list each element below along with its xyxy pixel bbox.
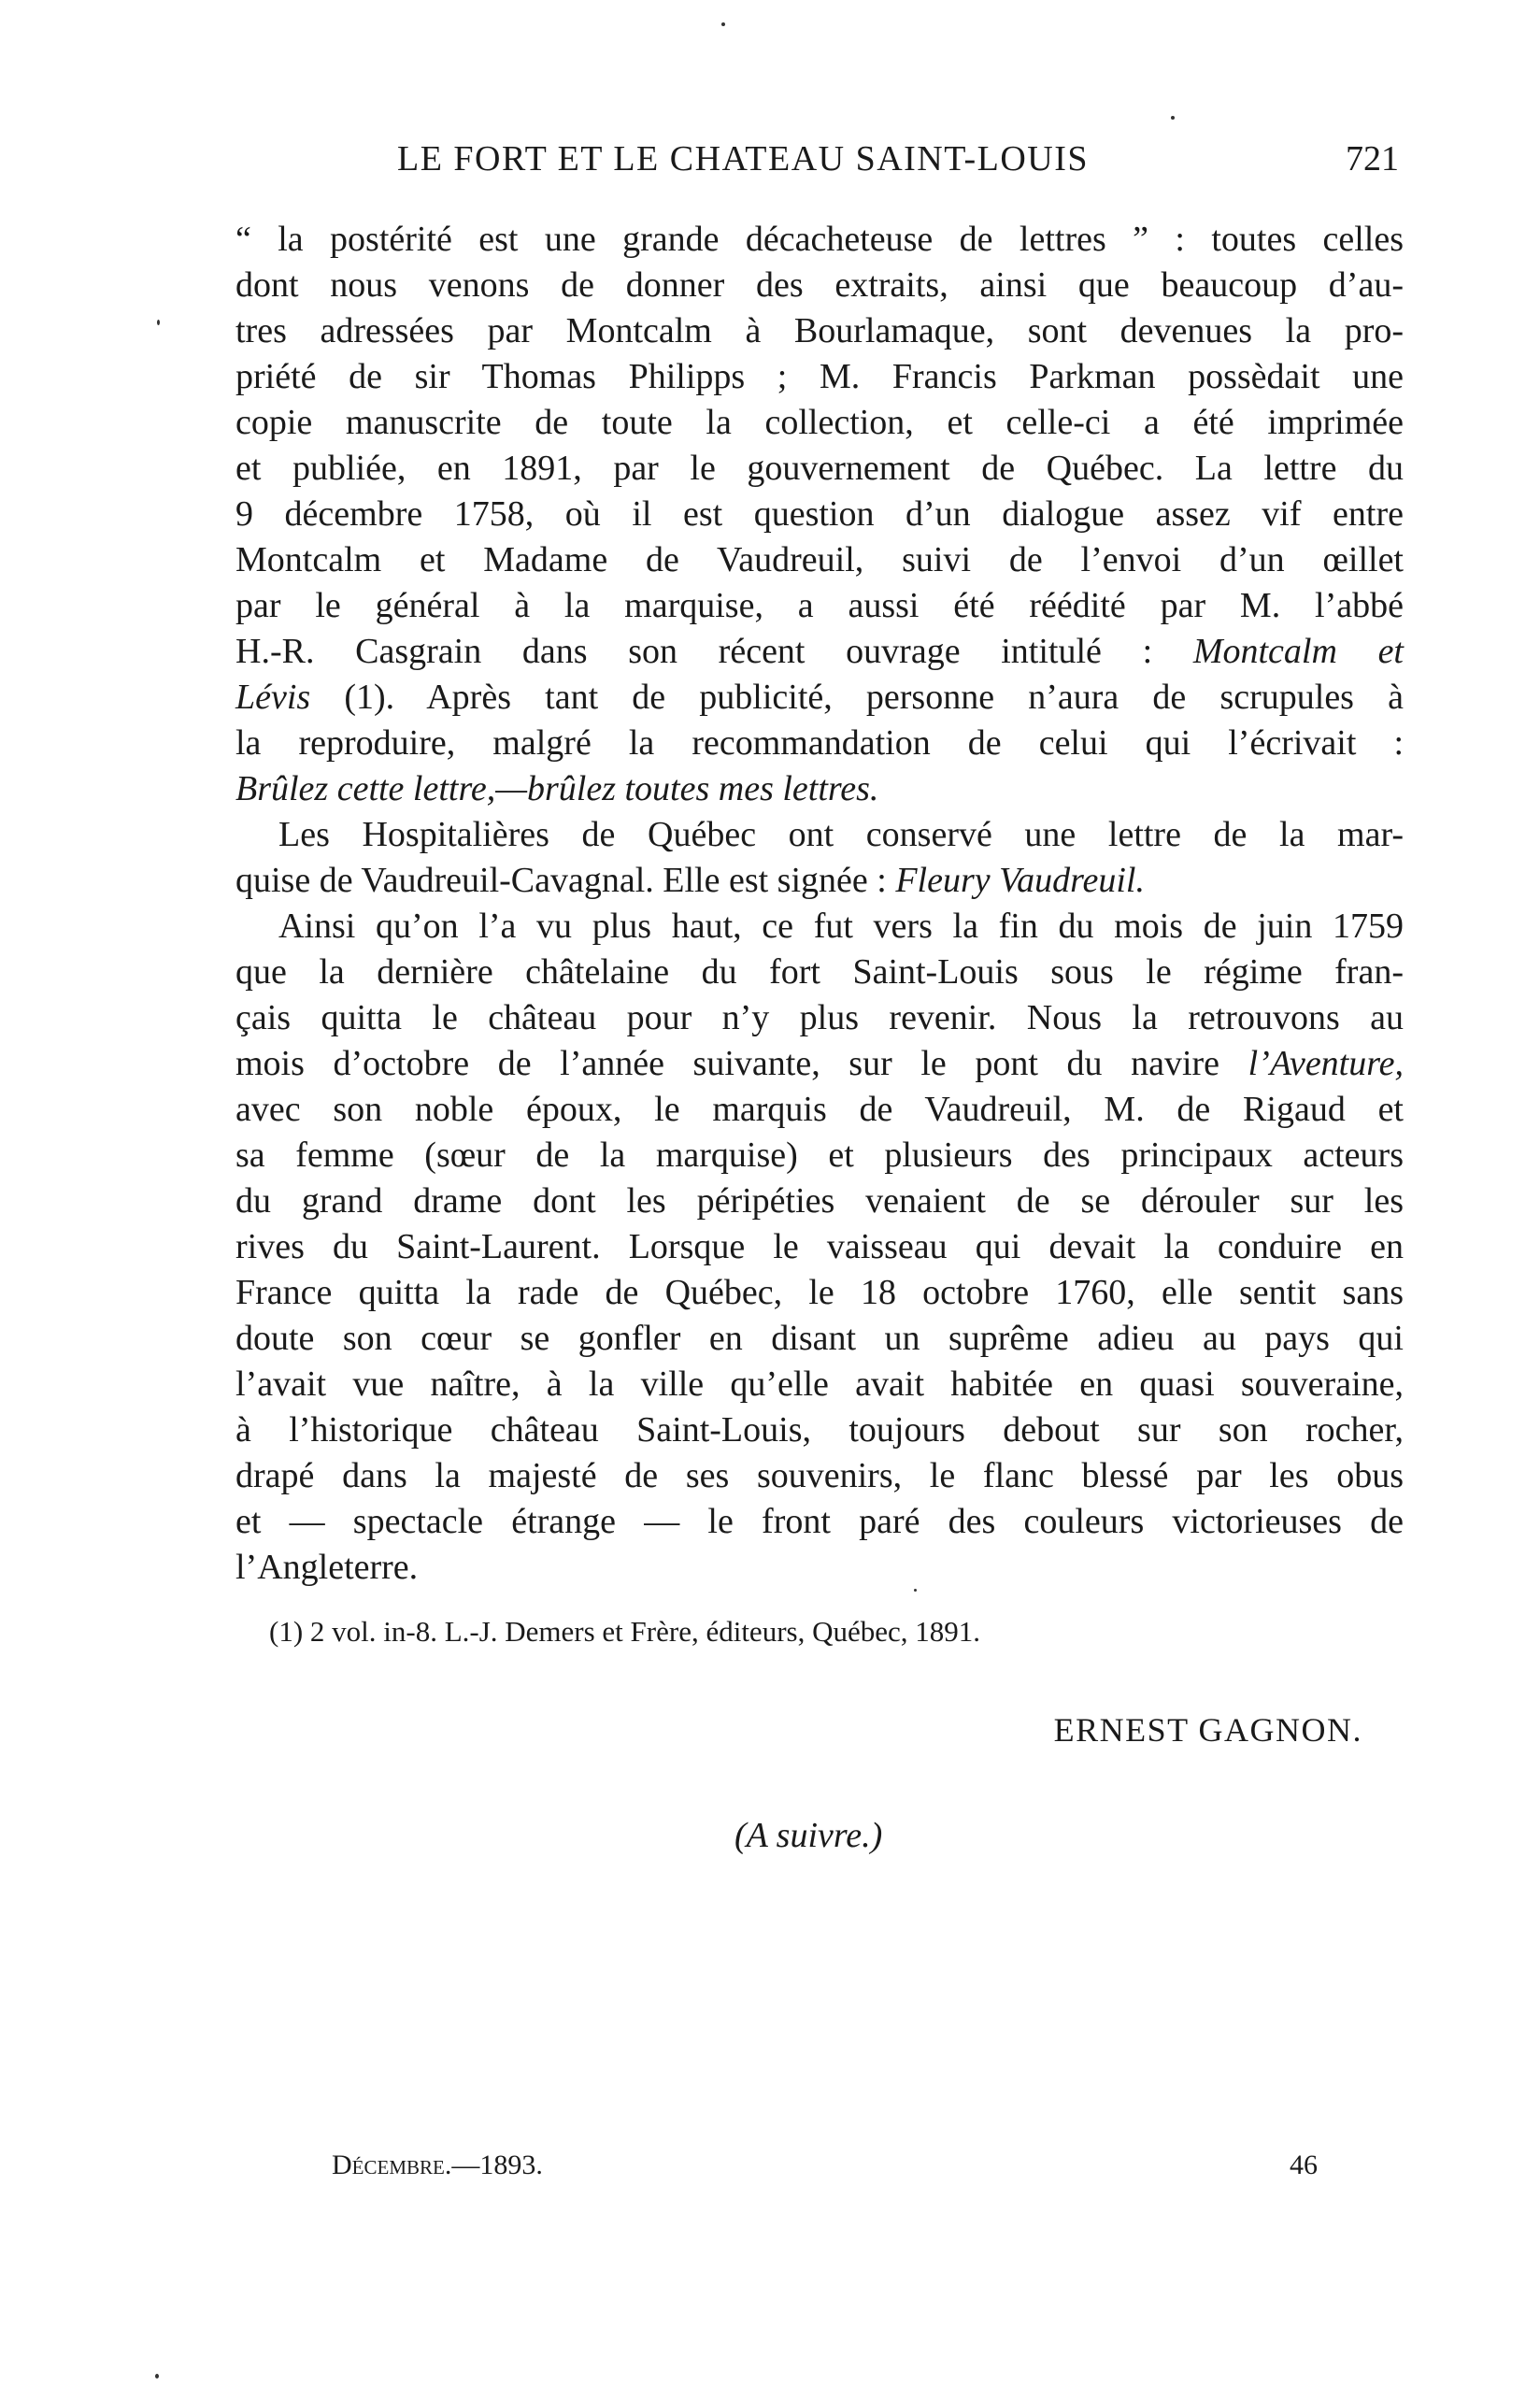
text-line: et publiée, en 1891, par le gouvernement de Québec. La lettre du xyxy=(235,449,1404,488)
text-line: dont nous venons de donner des extraits, ainsi que beaucoup d’au- xyxy=(235,265,1404,305)
text-line: Les Hospitalières de Québec ont conservé une lettre de la mar- xyxy=(278,815,1404,854)
text-line: avec son noble époux, le marquis de Vaudreuil, M. de Rigaud et xyxy=(235,1090,1404,1129)
text-line: rives du Saint-Laurent. Lorsque le vaisseau qui devait la conduire en xyxy=(235,1227,1404,1266)
footnote: (1) 2 vol. in-8. L.-J. Demers et Frère, éditeurs, Québec, 1891. xyxy=(269,1615,980,1648)
continued-note: (A suivre.) xyxy=(734,1816,883,1855)
text-line: çais quitta le château pour n’y plus revenir. Nous la retrouvons au xyxy=(235,998,1404,1037)
text-line: Lévis (1). Après tant de publicité, personne n’aura de scrupules à xyxy=(235,678,1404,717)
text-line: copie manuscrite de toute la collection, et celle-ci a été imprimée xyxy=(235,403,1404,442)
scan-speck xyxy=(155,2374,159,2379)
text-line: drapé dans la majesté de ses souvenirs, le flanc blessé par les obus xyxy=(235,1456,1404,1495)
scan-speck xyxy=(914,1589,917,1592)
author-signature: ERNEST GAGNON. xyxy=(1053,1711,1362,1749)
text-line: Montcalm et Madame de Vaudreuil, suivi de l’envoi d’un œillet xyxy=(235,540,1404,579)
page-header xyxy=(397,138,1399,185)
issue-date: Décembre.—1893. xyxy=(332,2150,543,2180)
running-title: LE FORT ET LE CHATEAU SAINT-LOUIS xyxy=(397,139,1090,179)
text-line: Brûlez cette lettre,—brûlez toutes mes lettres. xyxy=(235,769,879,808)
text-line: que la dernière châtelaine du fort Saint-Louis sous le régime fran- xyxy=(235,952,1404,992)
text-line: du grand drame dont les péripéties venaient de se dérouler sur les xyxy=(235,1181,1404,1221)
text-line: “ la postérité est une grande décacheteuse de lettres ” : toutes celles xyxy=(235,220,1404,259)
text-line: France quitta la rade de Québec, le 18 octobre 1760, elle sentit sans xyxy=(235,1273,1404,1312)
text-line: H.-R. Casgrain dans son récent ouvrage intitulé : Montcalm et xyxy=(235,632,1404,671)
scan-speck xyxy=(157,320,160,325)
scan-speck xyxy=(1171,116,1175,120)
page-number: 721 xyxy=(1346,139,1399,179)
text-line: l’Angleterre. xyxy=(235,1548,419,1587)
text-line: tres adressées par Montcalm à Bourlamaque, sont devenues la pro- xyxy=(235,311,1404,350)
text-line: à l’historique château Saint-Louis, toujours debout sur son rocher, xyxy=(235,1410,1404,1450)
text-line: et — spectacle étrange — le front paré des couleurs victorieuses de xyxy=(235,1502,1404,1541)
text-line: 9 décembre 1758, où il est question d’un dialogue assez vif entre xyxy=(235,494,1404,534)
text-line: mois d’octobre de l’année suivante, sur le pont du navire l’Aventure, xyxy=(235,1044,1404,1083)
scan-speck xyxy=(721,22,725,26)
text-line: la reproduire, malgré la recommandation de celui qui l’écrivait : xyxy=(235,723,1404,763)
sheet-number: 46 xyxy=(1290,2150,1318,2180)
text-line: quise de Vaudreuil-Cavagnal. Elle est signée : Fleury Vaudreuil. xyxy=(235,861,1145,900)
text-line: Ainsi qu’on l’a vu plus haut, ce fut vers la fin du mois de juin 1759 xyxy=(278,907,1404,946)
text-line: priété de sir Thomas Philipps ; M. Francis Parkman possèdait une xyxy=(235,357,1404,396)
text-line: l’avait vue naître, à la ville qu’elle avait habitée en quasi souveraine, xyxy=(235,1364,1404,1404)
text-line: sa femme (sœur de la marquise) et plusieurs des principaux acteurs xyxy=(235,1136,1404,1175)
text-line: doute son cœur se gonfler en disant un suprême adieu au pays qui xyxy=(235,1319,1404,1358)
text-line: par le général à la marquise, a aussi été réédité par M. l’abbé xyxy=(235,586,1404,625)
